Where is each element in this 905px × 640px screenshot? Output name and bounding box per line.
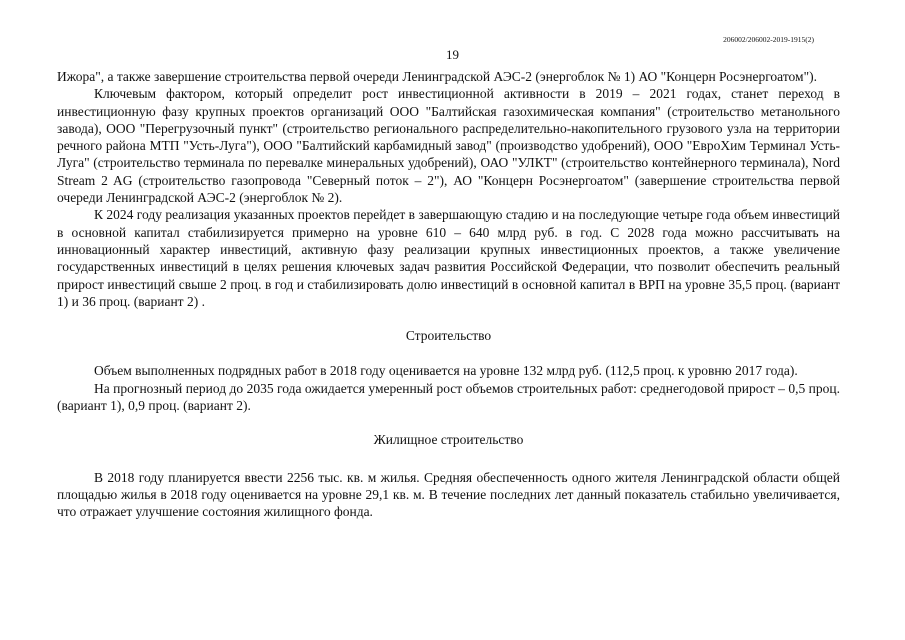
spacer: [57, 310, 840, 327]
paragraph-construction-forecast: На прогнозный период до 2035 года ожидается умеренный рост объемов строительных работ: среднегодовой прирост – 0,5 проц. (вариант 1), 0,9 проц. (вариант 2).: [57, 380, 840, 414]
section-heading-housing: Жилищное строительство: [373, 432, 524, 448]
paragraph-housing: В 2018 году планируется ввести 2256 тыс. кв. м жилья. Средняя обеспеченность одного жителя Ленинградской области общей площадью жилья в 2018 году оценивается на уровне 29,1 кв. м. В течение последних лет данный показатель стабильно увеличивается, что отражает улучшение состояния жилищного фонда.: [57, 469, 840, 520]
page-number: 19: [446, 47, 459, 62]
paragraph-continuation: Ижора", а также завершение строительства первой очереди Ленинградской АЭС-2 (энергоблок № 1) АО "Концерн Росэнергоатом").: [57, 69, 817, 84]
spacer: [57, 344, 840, 362]
spacer: [57, 449, 840, 469]
spacer: [57, 414, 840, 431]
section-heading-construction: Строительство: [405, 328, 492, 344]
paragraph-key-factor: Ключевым фактором, который определит рост инвестиционной активности в 2019 – 2021 годах, станет переход в инвестиционную фазу крупных проектов организаций ООО "Балтийская газохимическая компания" (строительство метанольного завода), ООО "Перегрузочный пункт" (строительство регионального распределительно-накопительного грузового узла на территории речного района МТП "Усть-Луга"), ООО "Балтийский карбамидный завод" (производство удобрений), ООО "ЕвроХим Терминал Усть-Луга" (строительство терминала по перевалке минеральных удобрений), ОАО "УЛКТ" (строительство контейнерного терминала), Nord Stream 2 AG (строительство газопровода "Северный поток – 2"), АО "Концерн Росэнергоатом" (завершение строительства первой очереди Ленинградской АЭС-2 (энергоблок № 2).: [57, 86, 840, 206]
document-id: 206002/206002-2019-1915(2): [723, 35, 814, 44]
document-body: [57, 68, 840, 521]
paragraph-contract-works: Объем выполненных подрядных работ в 2018 году оценивается на уровне 132 млрд руб. (112,5 проц. к уровню 2017 года).: [94, 363, 798, 379]
paragraph-investment-forecast: К 2024 году реализация указанных проектов перейдет в завершающую стадию и на последующие четыре года объем инвестиций в основной капитал стабилизируется примерно на уровне 610 – 640 млрд руб. в год. С 2028 года можно рассчитывать на инновационный характер инвестиций, активную фазу реализации крупных инвестиционных проектов, а также увеличение государственных инвестиций в целях решения ключевых задач развития Российской Федерации, что позволит обеспечить реальный прирост инвестиций свыше 2 проц. в год и стабилизировать долю инвестиций в основной капитал в ВРП на уровне 35,5 проц. (вариант 1) и 36 проц. (вариант 2) .: [57, 207, 840, 309]
